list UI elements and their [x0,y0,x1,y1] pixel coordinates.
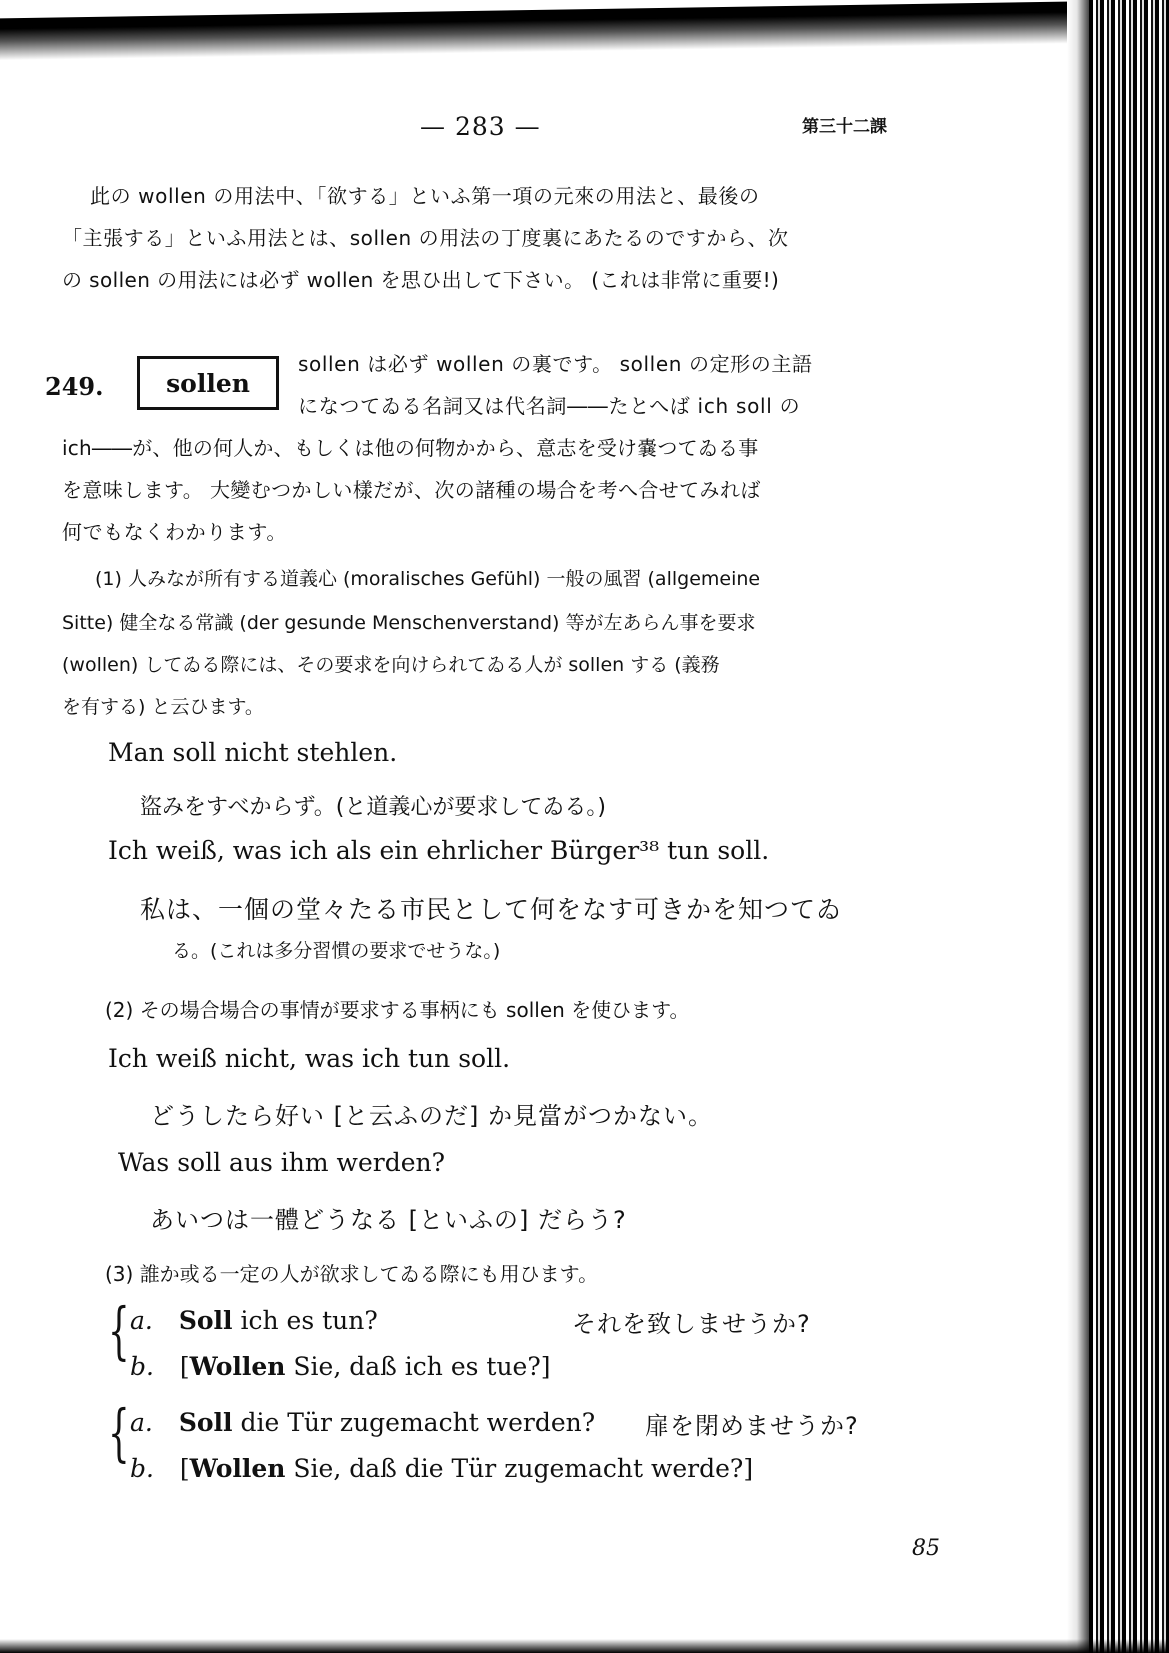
entry-line-2: になつてゐる名詞又は代名詞――たとへば ich soll の [298,394,801,418]
pair1-a-german: ich es tun? [232,1306,378,1335]
scan-page-edges [1089,0,1169,1653]
section1-example2-german: Ich weiß, was ich als ein ehrlicher Bürger³⁸ tun soll. [108,836,770,865]
pair2-b-label: b. [130,1454,154,1483]
chapter-title: 第三十二課 [802,117,887,137]
pair2-a-label: a. [130,1408,153,1437]
pair1-a-soll: Soll [178,1306,233,1335]
intro-line-2: 「主張する」といふ用法とは、sollen の用法の丁度裏にあたるのですから、次 [62,226,789,250]
pair2-b-wollen: Wollen [189,1454,286,1483]
section3-title: (3) 誰か或る一定の人が欲求してゐる際にも用ひます。 [105,1262,599,1286]
section1-line-1: (1) 人みなが所有する道義心 (moralisches Gefühl) 一般の風習 (allgemeine [95,568,761,590]
section2-example2-japanese: あいつは一體どうなる [といふの] だらう? [150,1206,627,1234]
section2-example1-japanese: どうしたら好い [と云ふのだ] か見當がつかない。 [150,1102,713,1130]
pair1-a-japanese: それを致しませうか? [572,1310,811,1338]
section1-example1-german: Man soll nicht stehlen. [108,738,398,767]
entry-headword: sollen [166,368,250,398]
scan-bottom-shadow [0,1639,1169,1653]
entry-line-4: を意味します。 大變むつかしい樣だが、次の諸種の場合を考へ合せてみれば [62,478,761,502]
intro-line-1: 此の wollen の用法中、「欲する」といふ第一項の元來の用法と、最後の [90,184,760,208]
folio-number: 85 [912,1536,940,1561]
section2-title: (2) その場合場合の事情が要求する事柄にも sollen を使ひます。 [105,998,690,1022]
pair2-b [130,1454,753,1483]
entry-line-3: ich――が、他の何人か、もしくは他の何物かから、意志を受け嚢つてゐる事 [62,436,759,460]
pair2-b-german: Sie, daß die Tür zugemacht werde?] [285,1454,754,1483]
scan-binding-shadow [1067,0,1089,1653]
pair1-b-german: Sie, daß ich es tue?] [285,1352,551,1381]
section2-example2-german: Was soll aus ihm werden? [118,1148,446,1177]
pair1-b-wollen: Wollen [189,1352,286,1381]
pair2-a-japanese: 扉を閉めませうか? [645,1412,859,1440]
pair1-b [130,1352,551,1381]
section1-example2-japanese-1: 私は、一個の堂々たる市民として何をなす可きかを知つてゐ [140,895,843,924]
entry-number: 249. [45,372,104,401]
pair2-a [130,1408,595,1437]
pair1-b-bracket: [ [179,1352,190,1381]
pair2-b-bracket: [ [179,1454,190,1483]
entry-line-1: sollen は必ず wollen の裏です。 sollen の定形の主語 [298,352,813,376]
pair2-a-soll: Soll [178,1408,233,1437]
pair1-brace: { [108,1294,130,1367]
pair2-brace: { [108,1396,130,1469]
entry-headword-box [137,356,279,410]
section1-example2-japanese-2: る。(これは多分習慣の要求でせうな。) [172,940,501,962]
scan-top-shadow [0,0,1169,60]
section1-line-4: を有する) と云ひます。 [62,696,264,718]
entry-line-5: 何でもなくわかります。 [62,520,287,544]
page-number: — 283 — [420,112,541,141]
pair1-b-label: b. [130,1352,154,1381]
section1-line-2: Sitte) 健全なる常識 (der gesunde Menschenverstand) 等が左あらん事を要求 [62,612,756,634]
section1-example1-japanese: 盜みをすべからず。(と道義心が要求してゐる。) [140,795,606,820]
pair2-a-german: die Tür zugemacht werden? [232,1408,596,1437]
section1-line-3: (wollen) してゐる際には、その要求を向けられてゐる人が sollen する (義務 [62,654,720,676]
section2-example1-german: Ich weiß nicht, was ich tun soll. [108,1044,511,1073]
pair1-a [130,1306,378,1335]
intro-line-3: の sollen の用法には必ず wollen を思ひ出して下さい。 (これは非常に重要!) [62,268,780,292]
pair1-a-label: a. [130,1306,153,1335]
